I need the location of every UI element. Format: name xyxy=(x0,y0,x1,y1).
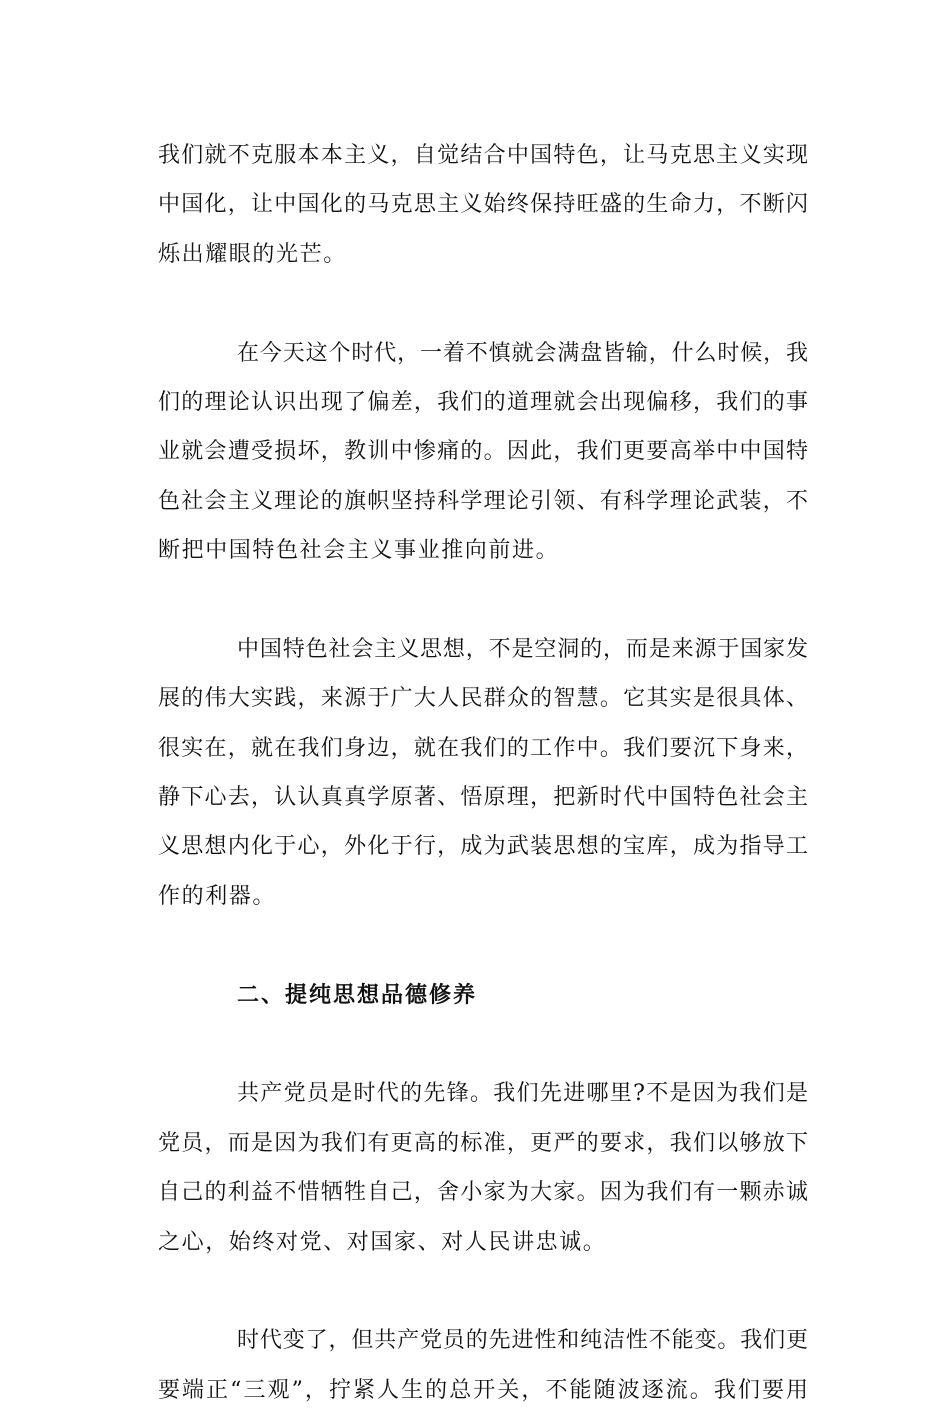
paragraph xyxy=(158,1069,808,1267)
text-line: 中国化，让中国化的马克思主义始终保持旺盛的生命力，不断闪 xyxy=(158,192,808,218)
paragraph xyxy=(158,131,808,279)
text-line: 作的利器。 xyxy=(158,883,277,909)
paragraph xyxy=(158,625,808,921)
text-line: 展的伟大实践，来源于广大人民群众的智慧。它其实是很具体、 xyxy=(158,686,808,712)
paragraph-spacing xyxy=(158,1020,808,1069)
text-line: 我们就不克服本本主义，自觉结合中国特色，让马克思主义实现 xyxy=(158,143,808,168)
text-line: 中国特色社会主义思想，不是空洞的，而是来源于国家发 xyxy=(237,636,808,662)
text-line: 断把中国特色社会主义事业推向前进。 xyxy=(158,538,560,564)
text-line: 自己的利益不惜牺牲自己，舍小家为大家。因为我们有一颗赤诚 xyxy=(158,1180,808,1206)
paragraph-spacing xyxy=(158,279,808,328)
text-line: 很实在，就在我们身边，就在我们的工作中。我们要沉下身来， xyxy=(158,735,808,761)
text-line: 党员，而是因为我们有更高的标准，更严的要求，我们以够放下 xyxy=(158,1130,808,1156)
paragraph xyxy=(158,329,808,576)
text-line: 色社会主义理论的旗帜坚持科学理论引领、有科学理论武装，不 xyxy=(158,488,808,514)
text-line: 时代变了，但共产党员的先进性和纯洁性不能变。我们更 xyxy=(237,1328,808,1354)
document-body xyxy=(158,131,808,1415)
section-heading-text: 二、提纯思想品德修养 xyxy=(237,982,478,1008)
text-line: 们的理论认识出现了偏差，我们的道理就会出现偏移，我们的事 xyxy=(158,389,808,415)
text-line: 业就会遭受损坏，教训中惨痛的。因此，我们更要高举中中国特 xyxy=(158,439,808,465)
text-line: 要端正“三观”，拧紧人生的总开关，不能随波逐流。我们要用 xyxy=(158,1377,808,1403)
text-line: 共产党员是时代的先锋。我们先进哪里?不是因为我们是 xyxy=(237,1081,808,1107)
paragraph xyxy=(158,1316,808,1415)
text-line: 烁出耀眼的光芒。 xyxy=(158,241,347,267)
paragraph-spacing xyxy=(158,576,808,625)
text-line: 之心，始终对党、对国家、对人民讲忠诚。 xyxy=(158,1229,607,1255)
paragraph-spacing xyxy=(158,1267,808,1316)
text-line: 静下心去，认认真真学原著、悟原理，把新时代中国特色社会主 xyxy=(158,785,808,811)
section-heading xyxy=(158,971,808,1020)
paragraph-spacing xyxy=(158,921,808,970)
text-line: 在今天这个时代，一着不慎就会满盘皆输，什么时候，我 xyxy=(237,340,808,366)
text-line: 义思想内化于心，外化于行，成为武装思想的宝库，成为指导工 xyxy=(158,834,808,860)
